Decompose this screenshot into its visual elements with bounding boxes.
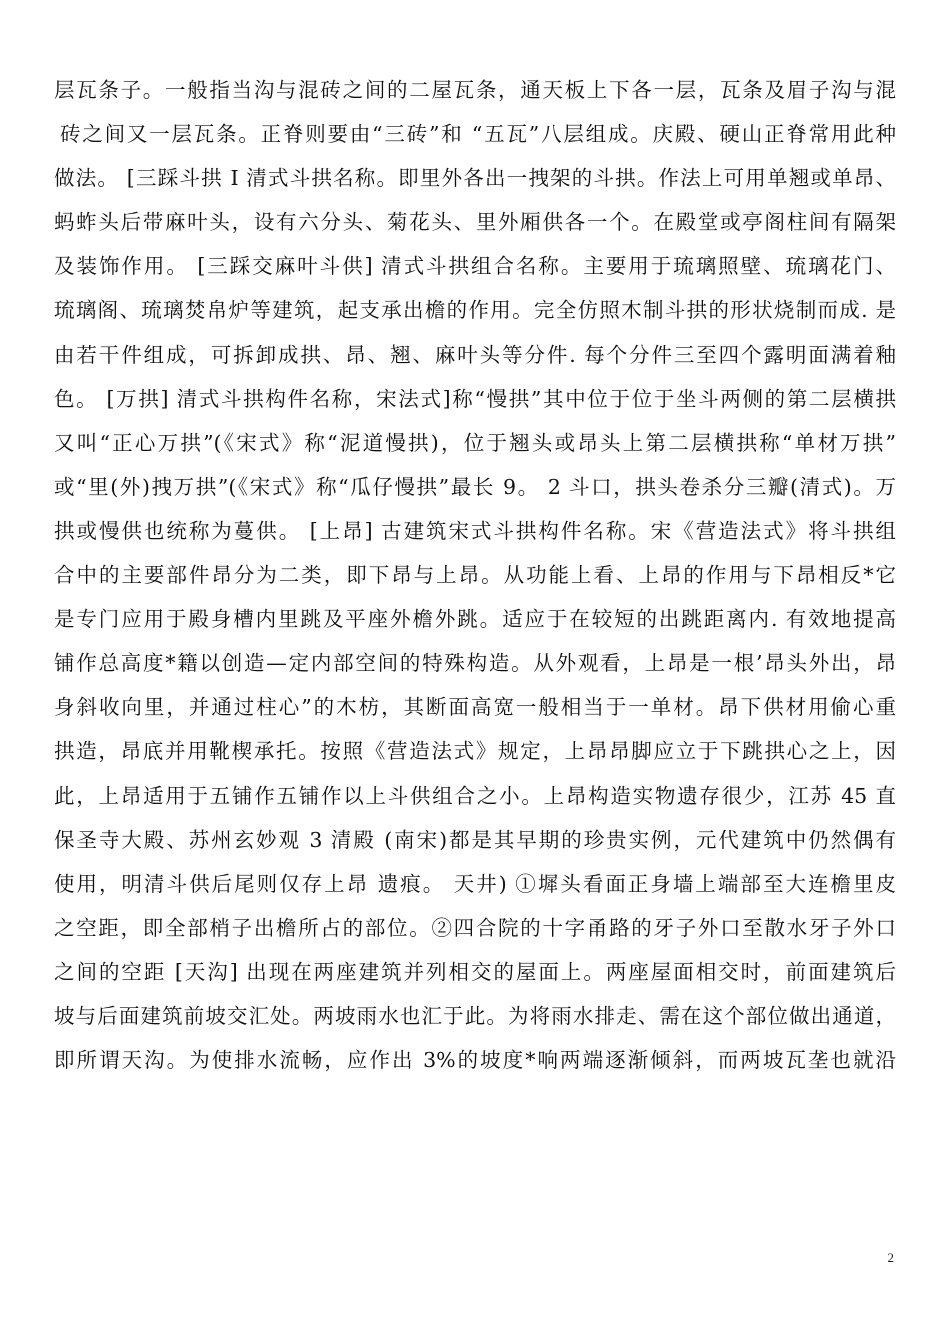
text-line: 合中的主要部件昂分为二类，即下昂与上昂。从功能上看、上昂的作用与下昂相反*它	[54, 563, 896, 588]
text-line: 身斜收向里，并通过柱心”的木枋，其断面高宽一般相当于一单材。昂下供材用偷心重	[54, 695, 896, 720]
text-line: 坡与后面建筑前坡交汇处。两坡雨水也汇于此。为将雨水排走、需在这个部位做出通道，	[54, 1003, 896, 1028]
text-line: 色。 [万拱] 清式斗拱构件名称，宋法式]称“慢拱”其中位于位于坐斗两侧的第二层横拱	[54, 386, 896, 411]
text-line: 由若干件组成，可拆卸成拱、昂、翘、麻叶头等分件. 每个分件三至四个露明面满着釉	[54, 342, 896, 367]
page-number: 2	[887, 1250, 894, 1265]
text-line: 拱造，昂底并用靴楔承托。按照《营造法式》规定，上昂昂脚应立于下跳拱心之上，因	[54, 739, 896, 764]
text-line: 层瓦条子。一般指当沟与混砖之间的二屋瓦条，通天板上下各一层，瓦条及眉子沟与混	[54, 78, 896, 102]
text-line: 此，上昂适用于五铺作五铺作以上斗供组合之小。上昂构造实物遗存很少，江苏 45 直	[54, 783, 896, 808]
text-line: 即所谓天沟。为使排水流畅，应作出 3%的坡度*响两端逐渐倾斜，而两坡瓦垄也就沿	[54, 1048, 896, 1073]
text-line: 铺作总高度*籍以创造—定内部空间的特殊构造。从外观看，上昂是一根’昂头外出，昂	[54, 651, 896, 676]
text-line: 及装饰作用。 [三踩交麻叶斗供] 清式斗拱组合名称。主要用于琉璃照壁、琉璃花门、	[54, 254, 896, 279]
text-line: 琉璃阁、琉璃焚帛炉等建筑，起支承出檐的作用。完全仿照木制斗拱的形状烧制而成. 是	[54, 298, 896, 323]
text-line: 使用，明清斗供后尾则仅存上昂 遗痕。 天井) ①墀头看面正身墙上端部至大连檐里皮	[54, 871, 896, 896]
text-line: 砖之间又一层瓦条。正脊则要由“三砖”和 “五瓦”八层组成。庆殿、硬山正脊常用此种	[60, 122, 896, 147]
text-line: 之间的空距 [天沟] 出现在两座建筑并列相交的屋面上。两座屋面相交时，前面建筑后	[54, 959, 896, 984]
text-line: 是专门应用于殿身槽内里跳及平座外檐外跳。适应于在较短的出跳距离内. 有效地提高	[54, 607, 896, 632]
text-line: 拱或慢供也统称为蔓供。 [上昂] 古建筑宋式斗拱构件名称。宋《营造法式》将斗拱组	[54, 518, 896, 543]
text-line: 做法。 [三踩斗拱 I 清式斗拱名称。即里外各出一拽架的斗拱。作法上可用单翘或单昂、	[54, 166, 896, 191]
text-line: 蚂蚱头后带麻叶头，设有六分头、菊花头、里外厢供各一个。在殿堂或亭阁柱间有隔架	[54, 210, 896, 235]
text-line: 或“里(外)拽万拱”(《宋式》称“瓜仔慢拱”最长 9。 2 斗口，拱头卷杀分三瓣(清式)。万	[54, 474, 896, 499]
text-line: 保圣寺大殿、苏州玄妙观 3 清殿 (南宋)都是其早期的珍贵实例，元代建筑中仍然偶有	[54, 827, 896, 852]
text-line: 又叫“正心万拱”(《宋式》称“泥道慢拱)，位于翘头或昂头上第二层横拱称“单材万拱”	[54, 430, 896, 455]
body-text	[54, 68, 896, 1082]
text-line: 之空距，即全部梢子出檐所占的部位。②四合院的十字甬路的牙子外口至散水牙子外口	[54, 915, 896, 940]
